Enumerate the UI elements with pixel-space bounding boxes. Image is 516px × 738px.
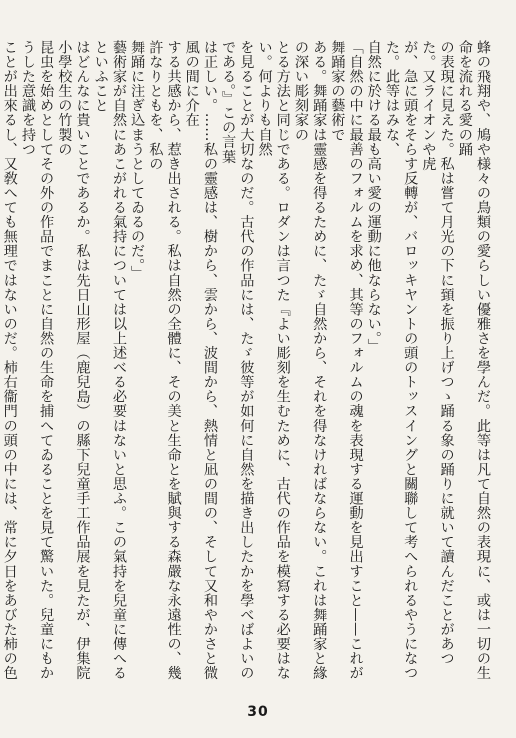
text-line: 昆虫を始めとしてその外の作品でまことに自然の生命を捕へてゐることを見て驚いた。兒童にもかうした意識を持つ [19, 40, 55, 681]
text-line: 藝術家が自然にあこがれる氣持については以上述べる必要はないと思ふ。この氣持を兒童に傳へるといふこと [92, 40, 127, 681]
page-number: 30 [247, 704, 269, 720]
body-text [1, 40, 492, 690]
text-line: ある。舞踊家は靈感を得るために、たゞ自然から、それを得なければならない。これは舞踊家と緣の深い彫刻家の [292, 40, 328, 681]
text-line: が、急に頭をそらす反轉が、バロッキヤントの頭のトッスイングと關聯して考へられるやうになつた。此等はみな、 [383, 40, 419, 681]
text-line: の表現に見えた。私は嘗て月光の下に𩒐を振り上げつゝ踊る象の踊りに就いて讀んだことがあつた。又ライオンや虎 [420, 40, 455, 666]
text-line: を見ることが大切なのだ。古代の作品には、たゞ彼等が如何に自然を描き出したかを學べばよいのである。』この言葉 [220, 40, 255, 681]
text-line: はどんなに貴いことであるか。私は先日山形屋（鹿兒島）の縣下兒童手工作品展を見たが、伊集院小學校生の竹製の [56, 40, 91, 681]
text-line: する共感から、惹き出される。私は自然の全體に、その美と生命とを賦與する森嚴な永遠性の、幾許なりともを、私の [147, 40, 182, 681]
text-line: は正しい。……私の靈感は、樹から、雲から、波間から、熱情と凪の間の、そして又和やかさと微風の間に介在 [183, 40, 218, 681]
text-line: 舞踊に注ぎ込まうとしてゐるのだ。」 [129, 40, 146, 281]
text-line: 蜂の飛翔や、鳩や様々の鳥類の愛らしい優雅さを學んだ。此等は凡て自然の表現に、或は一切の生命を流れる愛の踊 [456, 40, 491, 681]
text-line: 自然に於ける最も高い愛の運動に他ならない。」 [365, 40, 382, 353]
text-line: ことが出來るし、又敎へても無理ではないのだ。柿右衞門の頭の中には、常に夕日をあびた柿の色 [1, 40, 18, 681]
text-line: 「自然の中に最善のフォルムを求め、其等のフォルムの魂を表現する運動を見出すこと——これが舞踊家の藝術で [329, 40, 364, 681]
text-line: とる方法と同じである。ロダンは言つた『よい彫刻を生むために、古代の作品を模寫する必要はない。何よりも自然 [256, 40, 291, 681]
